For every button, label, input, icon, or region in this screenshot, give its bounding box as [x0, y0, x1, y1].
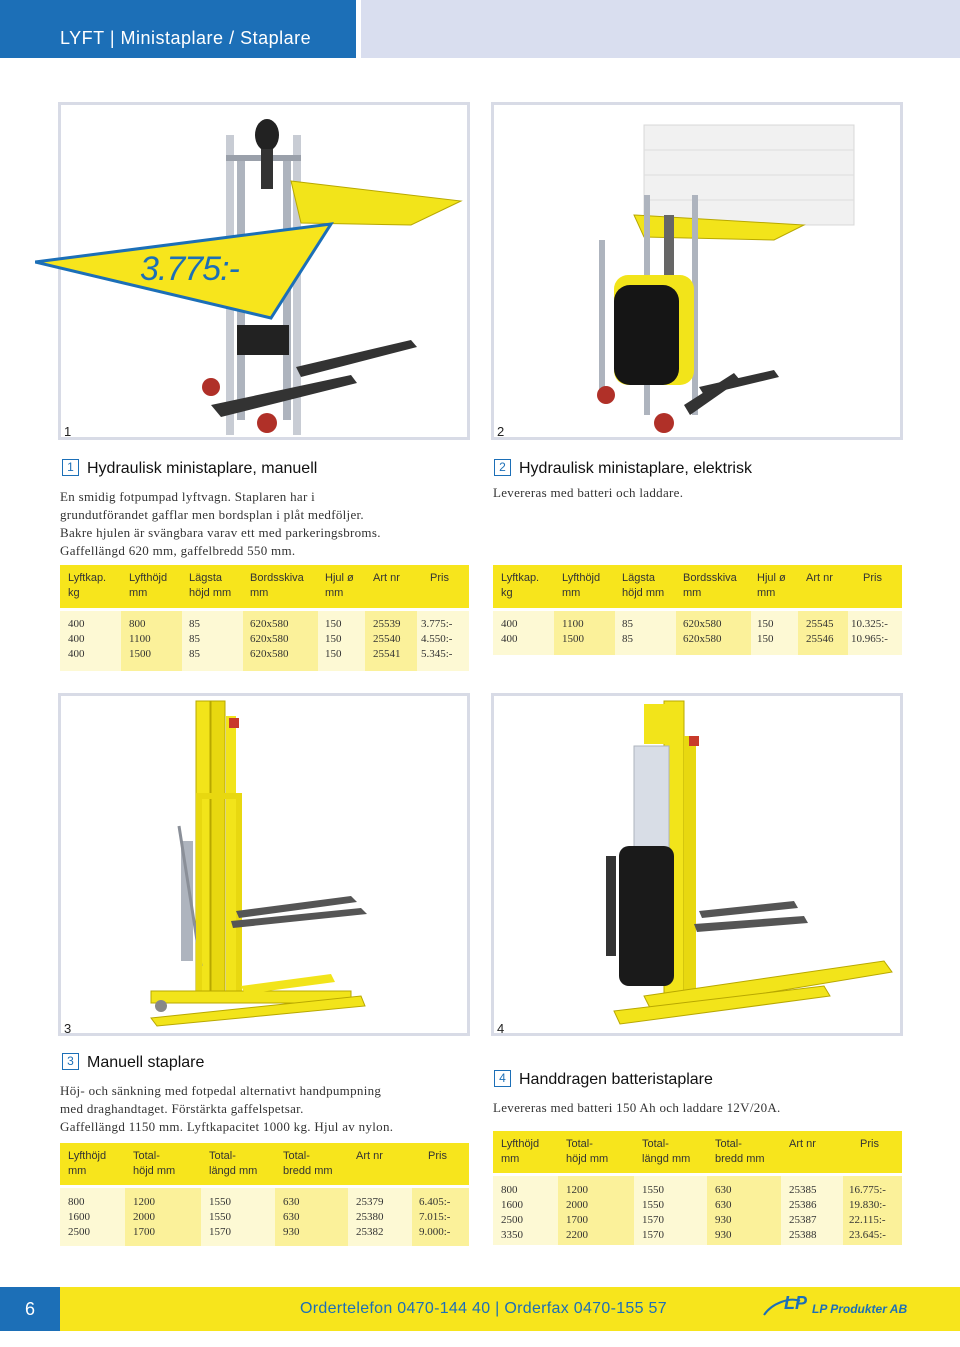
table-row: 400 — [68, 618, 85, 630]
table-3-header: Lyfthöjd mm Total- höjd mm Total- längd mm Total- bredd mm Art nr Pris — [60, 1143, 469, 1185]
table-row: 400 — [501, 618, 518, 630]
table-row: 2500 — [68, 1226, 90, 1238]
table-3-body: 800 1200 1550 630 25379 6.405:- 1600 2000 1550 630 25380 7.015:- 2500 1700 1570 930 25382 9.000:- — [60, 1188, 469, 1246]
product-number-badge: 4 — [494, 1070, 511, 1087]
page-number: 6 — [0, 1287, 60, 1331]
product-description-2: Levereras med batteri och laddare. — [493, 485, 684, 500]
table-row: 800 — [501, 1184, 518, 1196]
table-2-header: Lyftkap. kg Lyfthöjd mm Lägsta höjd mm Bordsskiva mm Hjul ø mm Art nr Pris — [493, 565, 902, 608]
photo-number-4: 4 — [497, 1021, 505, 1036]
product-title-2: 2 Hydraulisk ministaplare, elektrisk — [494, 459, 752, 478]
product-number-badge: 1 — [62, 459, 79, 476]
table-row: 3350 — [501, 1229, 523, 1241]
photo-number-1: 1 — [64, 424, 72, 439]
product-photo-3 — [58, 693, 470, 1036]
logo-mark: LP — [784, 1293, 808, 1313]
table-1-header: Lyftkap. kg Lyfthöjd mm Lägsta höjd mm Bordsskiva mm Hjul ø mm Art nr Pris — [60, 565, 469, 608]
table-row: 800 — [68, 1196, 85, 1208]
table-4-header: Lyfthöjd mm Total- höjd mm Total- längd mm Total- bredd mm Art nr Pris — [493, 1131, 902, 1173]
table-1-body: 400 800 85 620x580 150 25539 3.775:- 400 1100 85 620x580 150 25540 4.550:- 400 1500 85 620x580 150 25541 5.345:- — [60, 611, 469, 671]
product-description-1: En smidig fotpumpad lyftvagn. Staplaren har i grundutförandet gafflar men bordsplan i plåt medföljer. Bakre hjulen är svängbara varav ett med parkeringsbroms. Gaffellängd 620 mm, gaffelbredd 550 mm. — [60, 489, 381, 558]
table-row: 2500 — [501, 1214, 523, 1226]
table-row: 1600 — [501, 1199, 523, 1211]
manual-stacker-image — [61, 696, 467, 1033]
product-title-1: 1 Hydraulisk ministaplare, manuell — [62, 459, 317, 478]
table-row: 400 — [68, 648, 85, 660]
table-row: 400 — [501, 633, 518, 645]
product-title-4: 4 Handdragen batteristaplare — [494, 1070, 713, 1089]
price-burst-text: 3.775:- — [140, 250, 239, 288]
header-accent-bar — [361, 0, 960, 58]
product-photo-2 — [491, 102, 903, 440]
product-description-4: Levereras med batteri 150 Ah och laddare 12V/20A. — [493, 1100, 781, 1115]
table-2-body: 400 1100 85 620x580 150 25545 10.325:- 400 1500 85 620x580 150 25546 10.965:- — [493, 611, 902, 655]
table-row: 400 — [68, 633, 85, 645]
product-number-badge: 3 — [62, 1053, 79, 1070]
table-4-body: 800 1200 1550 630 25385 16.775:- 1600 2000 1550 630 25386 19.830:- 2500 1700 1570 930 25387 22.115:- 3350 2200 1570 930 25388 23.645:- — [493, 1176, 902, 1245]
page-title: LYFT | Ministaplare / Staplare — [60, 28, 312, 48]
battery-stacker-image — [494, 696, 900, 1033]
photo-number-2: 2 — [497, 424, 505, 439]
order-contact: Ordertelefon 0470-144 40 | Orderfax 0470-155 57 — [300, 1300, 667, 1317]
table-row: 1600 — [68, 1211, 90, 1223]
logo-text: LP Produkter AB — [812, 1302, 908, 1316]
product-description-3: Höj- och sänkning med fotpedal alternativt handpumpning med draghandtaget. Förstärkta gaffelspetsar. Gaffellängd 1150 mm. Lyftkapacitet 1000 kg. Hjul av nylon. — [60, 1083, 394, 1134]
product-number-badge: 2 — [494, 459, 511, 476]
product-photo-4 — [491, 693, 903, 1036]
electric-ministacker-image — [494, 105, 900, 437]
photo-number-3: 3 — [64, 1021, 72, 1036]
product-title-3: 3 Manuell staplare — [62, 1053, 204, 1072]
